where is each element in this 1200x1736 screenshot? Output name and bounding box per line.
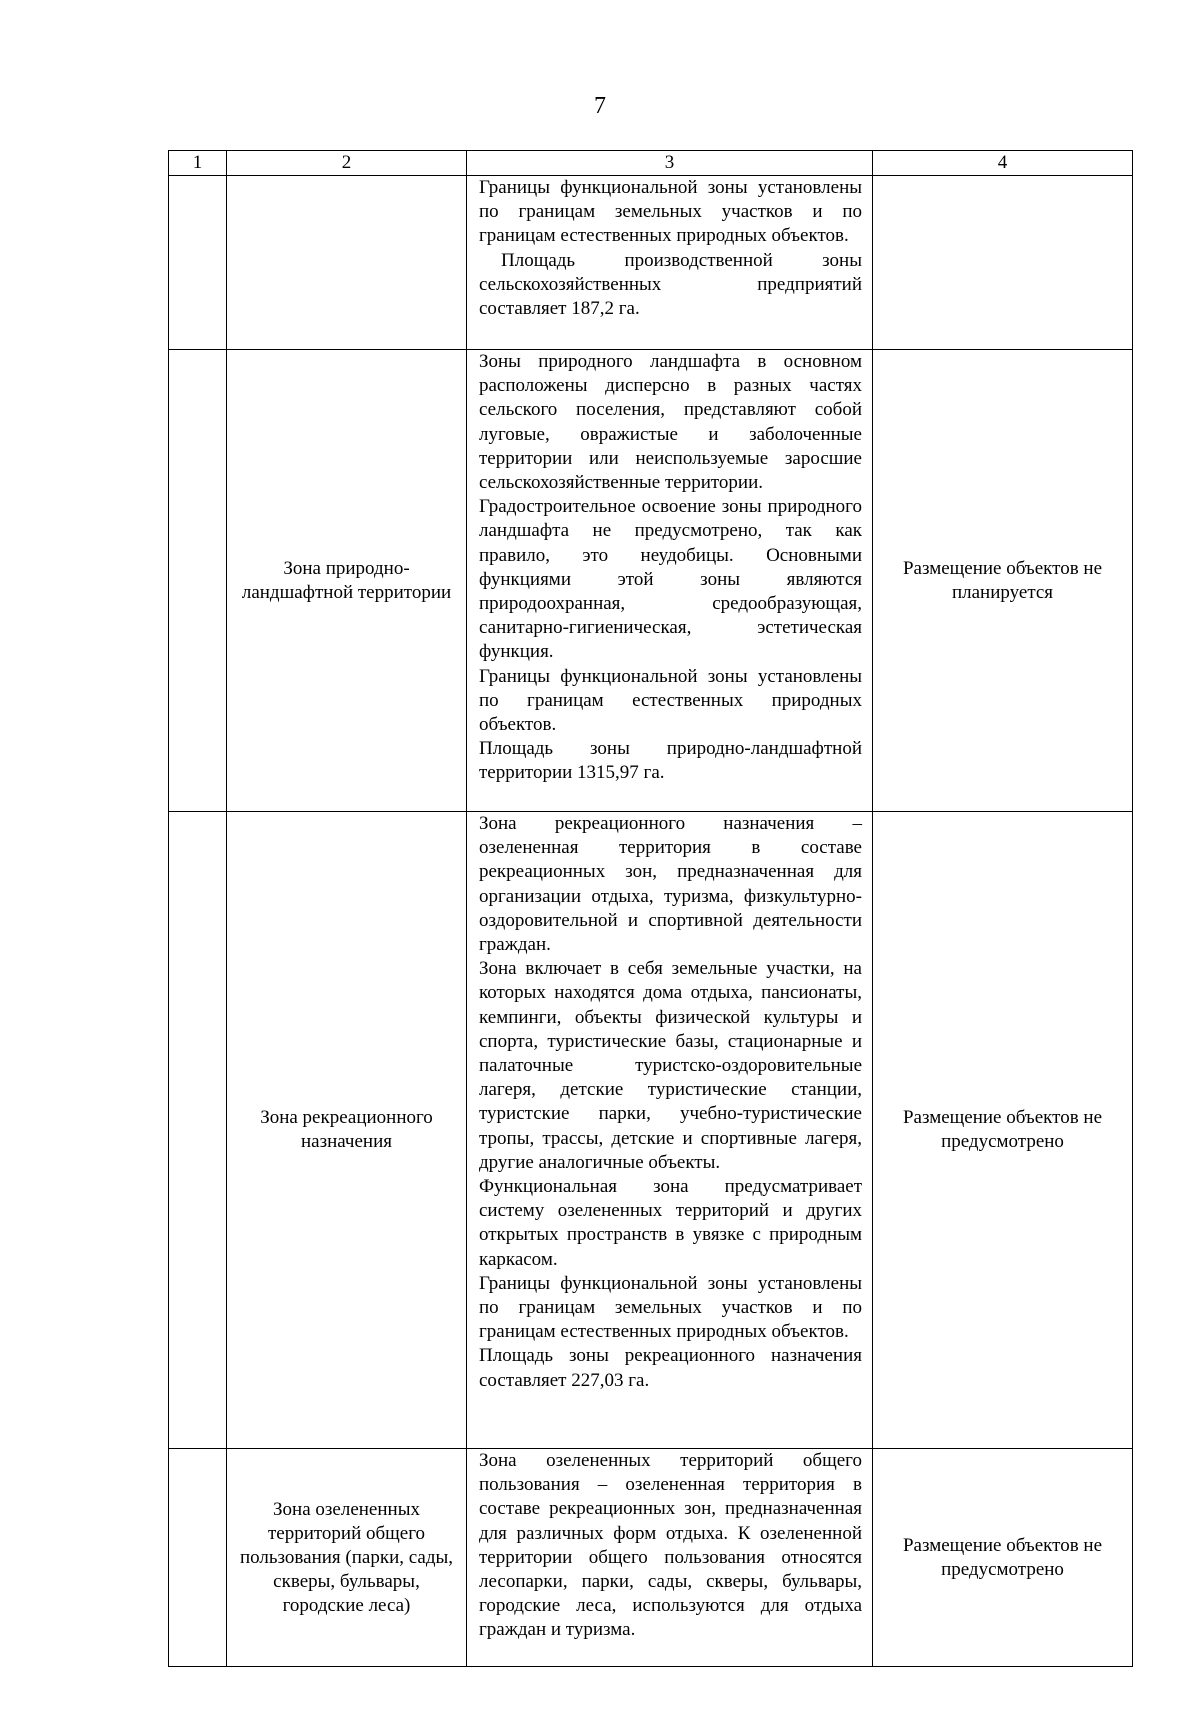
description-paragraph: Границы функциональной зоны установлены по границам земельных участков и по границам естественных природных объектов. <box>479 1272 862 1343</box>
table-row <box>169 176 1133 350</box>
description-paragraph: Градостроительное освоение зоны природного ландшафта не предусмотрено, так как правило, это неудобицы. Основными функциями этой зоны являются природоохранная, средообразующая, санитарно-гигиеническая, эстетическая функция. <box>479 496 862 663</box>
placement-cell: Размещение объектов не предусмотрено <box>873 1449 1133 1667</box>
zone-name-cell <box>227 176 467 350</box>
zones-table <box>168 150 1133 1667</box>
zone-name-cell: Зона природно-ландшафтной территории <box>227 350 467 812</box>
zone-name-cell: Зона рекреационного назначения <box>227 812 467 1449</box>
table-row <box>169 1449 1133 1667</box>
row-number-cell <box>169 1449 227 1667</box>
row-number-cell <box>169 176 227 350</box>
zone-name-cell: Зона озелененных территорий общего пользования (парки, сады, скверы, бульвары, городские леса) <box>227 1449 467 1667</box>
table-header-row <box>169 151 1133 176</box>
row-number-cell <box>169 812 227 1449</box>
description-paragraph: Зона рекреационного назначения – озелененная территория в составе рекреационных зон, предназначенная для организации отдыха, туризма, физкультурно-оздоровительной и спортивной деятельности граждан. <box>479 813 862 956</box>
description-paragraph: Зона озелененных территорий общего пользования – озелененная территория в составе рекреационных зон, предназначенная для различных форм отдыха. К озелененной территории общего пользования относятся лесопарки, парки, сады, скверы, бульвары, городские леса, используются для отдыха граждан и туризма. <box>479 1450 862 1641</box>
description-paragraph: Площадь зоны природно-ландшафтной территории 1315,97 га. <box>479 738 862 784</box>
zone-description-cell <box>467 812 873 1449</box>
zone-description-cell <box>467 350 873 812</box>
header-cell-1: 1 <box>169 151 227 176</box>
description-paragraph: Площадь производственной зоны сельскохозяйственных предприятий составляет 187,2 га. <box>479 249 862 320</box>
description-paragraph: Функциональная зона предусматривает систему озелененных территорий и других открытых пространств в увязке с природным каркасом. <box>479 1176 862 1270</box>
placement-cell <box>873 176 1133 350</box>
table-row <box>169 350 1133 812</box>
page-number: 7 <box>594 93 606 119</box>
zone-description-cell <box>467 176 873 350</box>
table-row <box>169 812 1133 1449</box>
description-paragraph: Зона включает в себя земельные участки, на которых находятся дома отдыха, пансионаты, кемпинги, объекты физической культуры и спорта, туристические базы, стационарные и палаточные туристско-оздоровительные лагеря, детские туристические станции, туристские парки, учебно-туристические тропы, трассы, детские и спортивные лагеря, другие аналогичные объекты. <box>479 958 862 1173</box>
description-paragraph: Границы функциональной зоны установлены по границам естественных природных объектов. <box>479 665 862 736</box>
header-cell-2: 2 <box>227 151 467 176</box>
zone-description-cell <box>467 1449 873 1667</box>
description-paragraph: Площадь зоны рекреационного назначения составляет 227,03 га. <box>479 1345 862 1391</box>
placement-cell: Размещение объектов не планируется <box>873 350 1133 812</box>
description-paragraph: Границы функциональной зоны установлены по границам земельных участков и по границам естественных природных объектов. <box>479 177 862 247</box>
description-paragraph: Зоны природного ландшафта в основном расположены дисперсно в разных частях сельского поселения, представляют собой луговые, овражистые и заболоченные территории или неиспользуемые заросшие сельскохозяйственные территории. <box>479 351 862 494</box>
header-cell-4: 4 <box>873 151 1133 176</box>
header-cell-3: 3 <box>467 151 873 176</box>
row-number-cell <box>169 350 227 812</box>
placement-cell: Размещение объектов не предусмотрено <box>873 812 1133 1449</box>
